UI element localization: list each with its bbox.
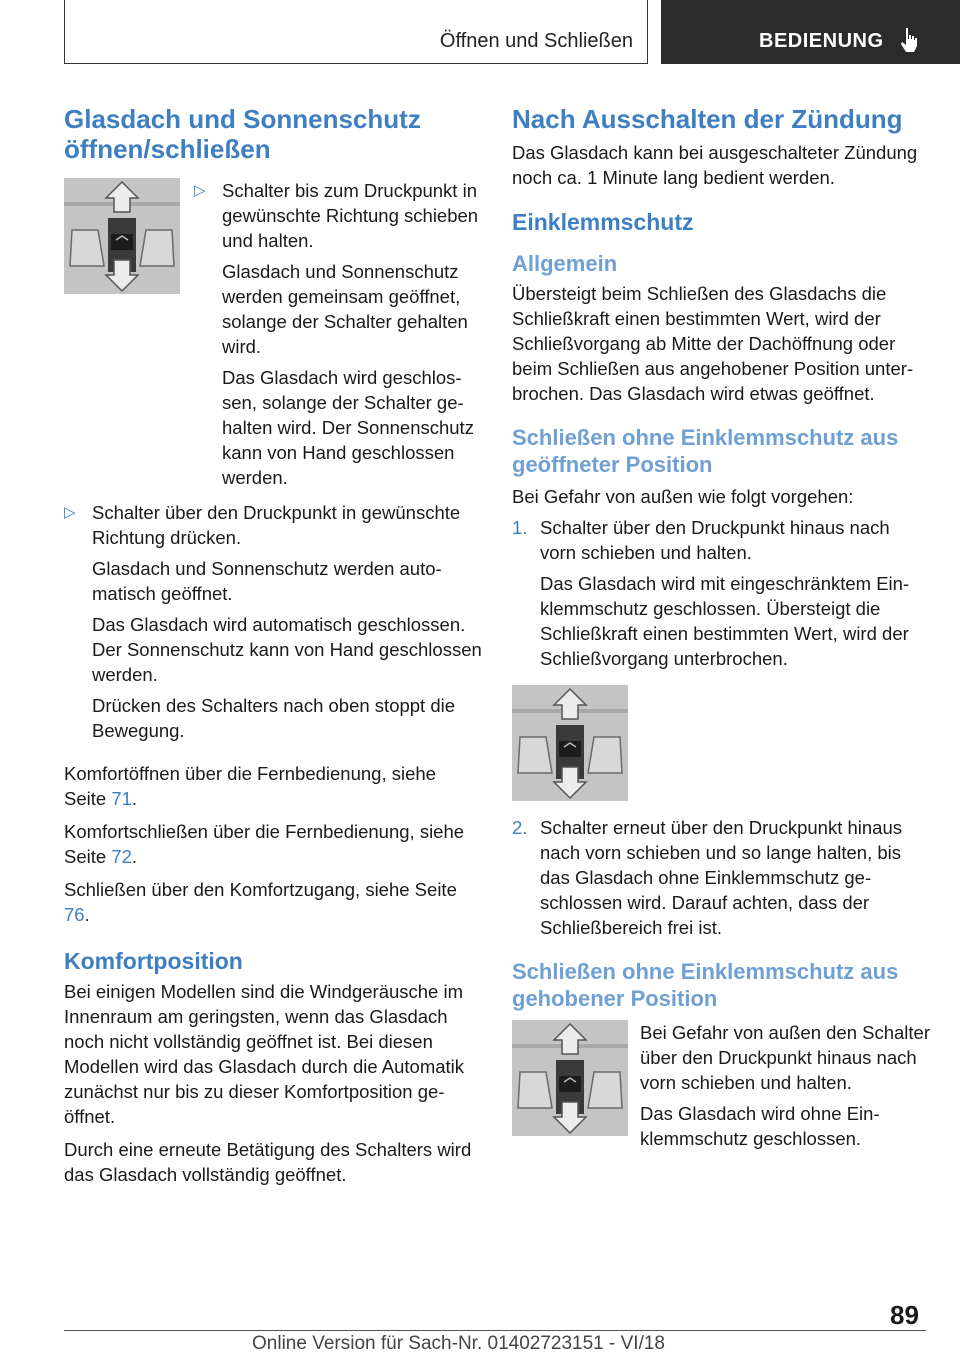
roof-switch-image xyxy=(64,178,180,294)
heading-general: Allgemein xyxy=(512,251,618,276)
header-chapter-box xyxy=(661,0,960,64)
roof-switch-image xyxy=(512,685,628,801)
page-link-76[interactable]: 76 xyxy=(64,904,85,925)
ref-comfort-access: Schließen über den Komfortzugang, siehe Seite 76. xyxy=(64,879,457,925)
step1-text-1: Schalter über den Druckpunkt hinaus nach vorn schieben und halten. xyxy=(540,517,890,563)
comfort-text-1: Bei einigen Modellen sind die Windgeräusche im Innenraum am geringsten, wenn das Glasdach noch nicht vollständig geöffnet ist. Bei diesen Modellen wird das Glasdach durch die Automatik zunächst nur bis zu dieser Komfortposition geöffnet. xyxy=(64,981,465,1127)
raised-text-1: Bei Gefahr von außen den Schalter über den Druckpunkt hinaus nach vorn schieben und halten. xyxy=(640,1022,931,1093)
item2-text-2: Glasdach und Sonnenschutz werden automatisch geöffnet. xyxy=(92,558,442,604)
right-column xyxy=(512,104,930,1151)
footer-divider xyxy=(64,1330,926,1331)
item1-text-1: Schalter bis zum Druckpunkt in gewünschte Richtung schieben und halten. xyxy=(222,180,479,251)
danger-text: Bei Gefahr von außen wie folgt vorgehen: xyxy=(512,486,854,507)
step-number: 2. xyxy=(512,817,528,838)
page-link-71[interactable]: 71 xyxy=(111,788,132,809)
heading-comfort-position: Komfortposition xyxy=(64,948,243,974)
step2-text: Schalter erneut über den Druckpunkt hinaus nach vorn schieben und so lange halten, bis das Glasdach ohne Einklemmschutz geschlossen wird. Darauf achten, dass der Schließbereich frei ist. xyxy=(540,817,902,938)
bullet-icon: ▷ xyxy=(64,504,76,521)
header-section-title: Öffnen und Schließen xyxy=(439,30,633,52)
step-number: 1. xyxy=(512,517,528,538)
raised-text-2: Das Glasdach wird ohne Einklemmschutz geschlossen. xyxy=(640,1103,880,1149)
heading-open-position: Schließen ohne Einklemmschutz aus geöffneter Position xyxy=(512,425,899,477)
ref-comfort-close: Komfortschließen über die Fernbedienung, siehe Seite 72. xyxy=(64,821,465,867)
ref-comfort-open: Komfortöffnen über die Fernbedienung, siehe Seite 71. xyxy=(64,763,436,809)
left-column xyxy=(64,104,482,1187)
item1-text-3: Das Glasdach wird geschlossen, solange der Schalter gehalten wird. Der Sonnenschutz kann von Hand geschlossen werden. xyxy=(222,367,474,488)
heading-raised-position: Schließen ohne Einklemmschutz aus gehobener Position xyxy=(512,959,899,1011)
ignition-text: Das Glasdach kann bei ausgeschalteter Zündung noch ca. 1 Minute lang bedient werden. xyxy=(512,142,918,188)
general-text: Übersteigt beim Schließen des Glasdachs die Schließkraft einen bestimmten Wert, wird der Schließvorgang ab Mitte der Dachöffnung oder beim Schließen aus angehobener Position unterbrochen. Das Glasdach wird etwas geöffnet. xyxy=(512,283,914,404)
item2-text-1: Schalter über den Druckpunkt in gewünschte Richtung drücken. xyxy=(92,502,461,548)
roof-switch-image xyxy=(512,1020,628,1136)
item1-text-2: Glasdach und Sonnenschutz werden gemeinsam geöffnet, solange der Schalter gehalten wird. xyxy=(222,261,468,357)
page-number: 89 xyxy=(890,1300,919,1330)
item2-text-4: Drücken des Schalters nach oben stoppt die Bewegung. xyxy=(92,695,456,741)
heading-sunroof: Glasdach und Sonnenschutz öffnen/schließen xyxy=(64,104,421,164)
header-chapter-title: BEDIENUNG xyxy=(759,30,884,52)
item2-text-3: Das Glasdach wird automatisch geschlossen. Der Sonnenschutz kann von Hand geschlossen werden. xyxy=(92,614,482,685)
comfort-text-2: Durch eine erneute Betätigung des Schalters wird das Glasdach vollständig geöffnet. xyxy=(64,1139,472,1185)
page-link-72[interactable]: 72 xyxy=(111,846,132,867)
heading-after-ignition: Nach Ausschalten der Zündung xyxy=(512,104,903,134)
step1-text-2: Das Glasdach wird mit eingeschränktem Einklemmschutz geschlossen. Übersteigt die Schließkraft einen bestimmten Wert, wird der Schließvorgang unterbrochen. xyxy=(540,573,910,669)
pointing-hand-icon xyxy=(897,26,923,54)
bullet-icon: ▷ xyxy=(194,182,206,199)
header-section-box xyxy=(64,0,648,64)
heading-pinch-protection: Einklemmschutz xyxy=(512,209,694,235)
footer-online-version: Online Version für Sach-Nr. 01402723151 - VI/18 xyxy=(252,1333,665,1354)
